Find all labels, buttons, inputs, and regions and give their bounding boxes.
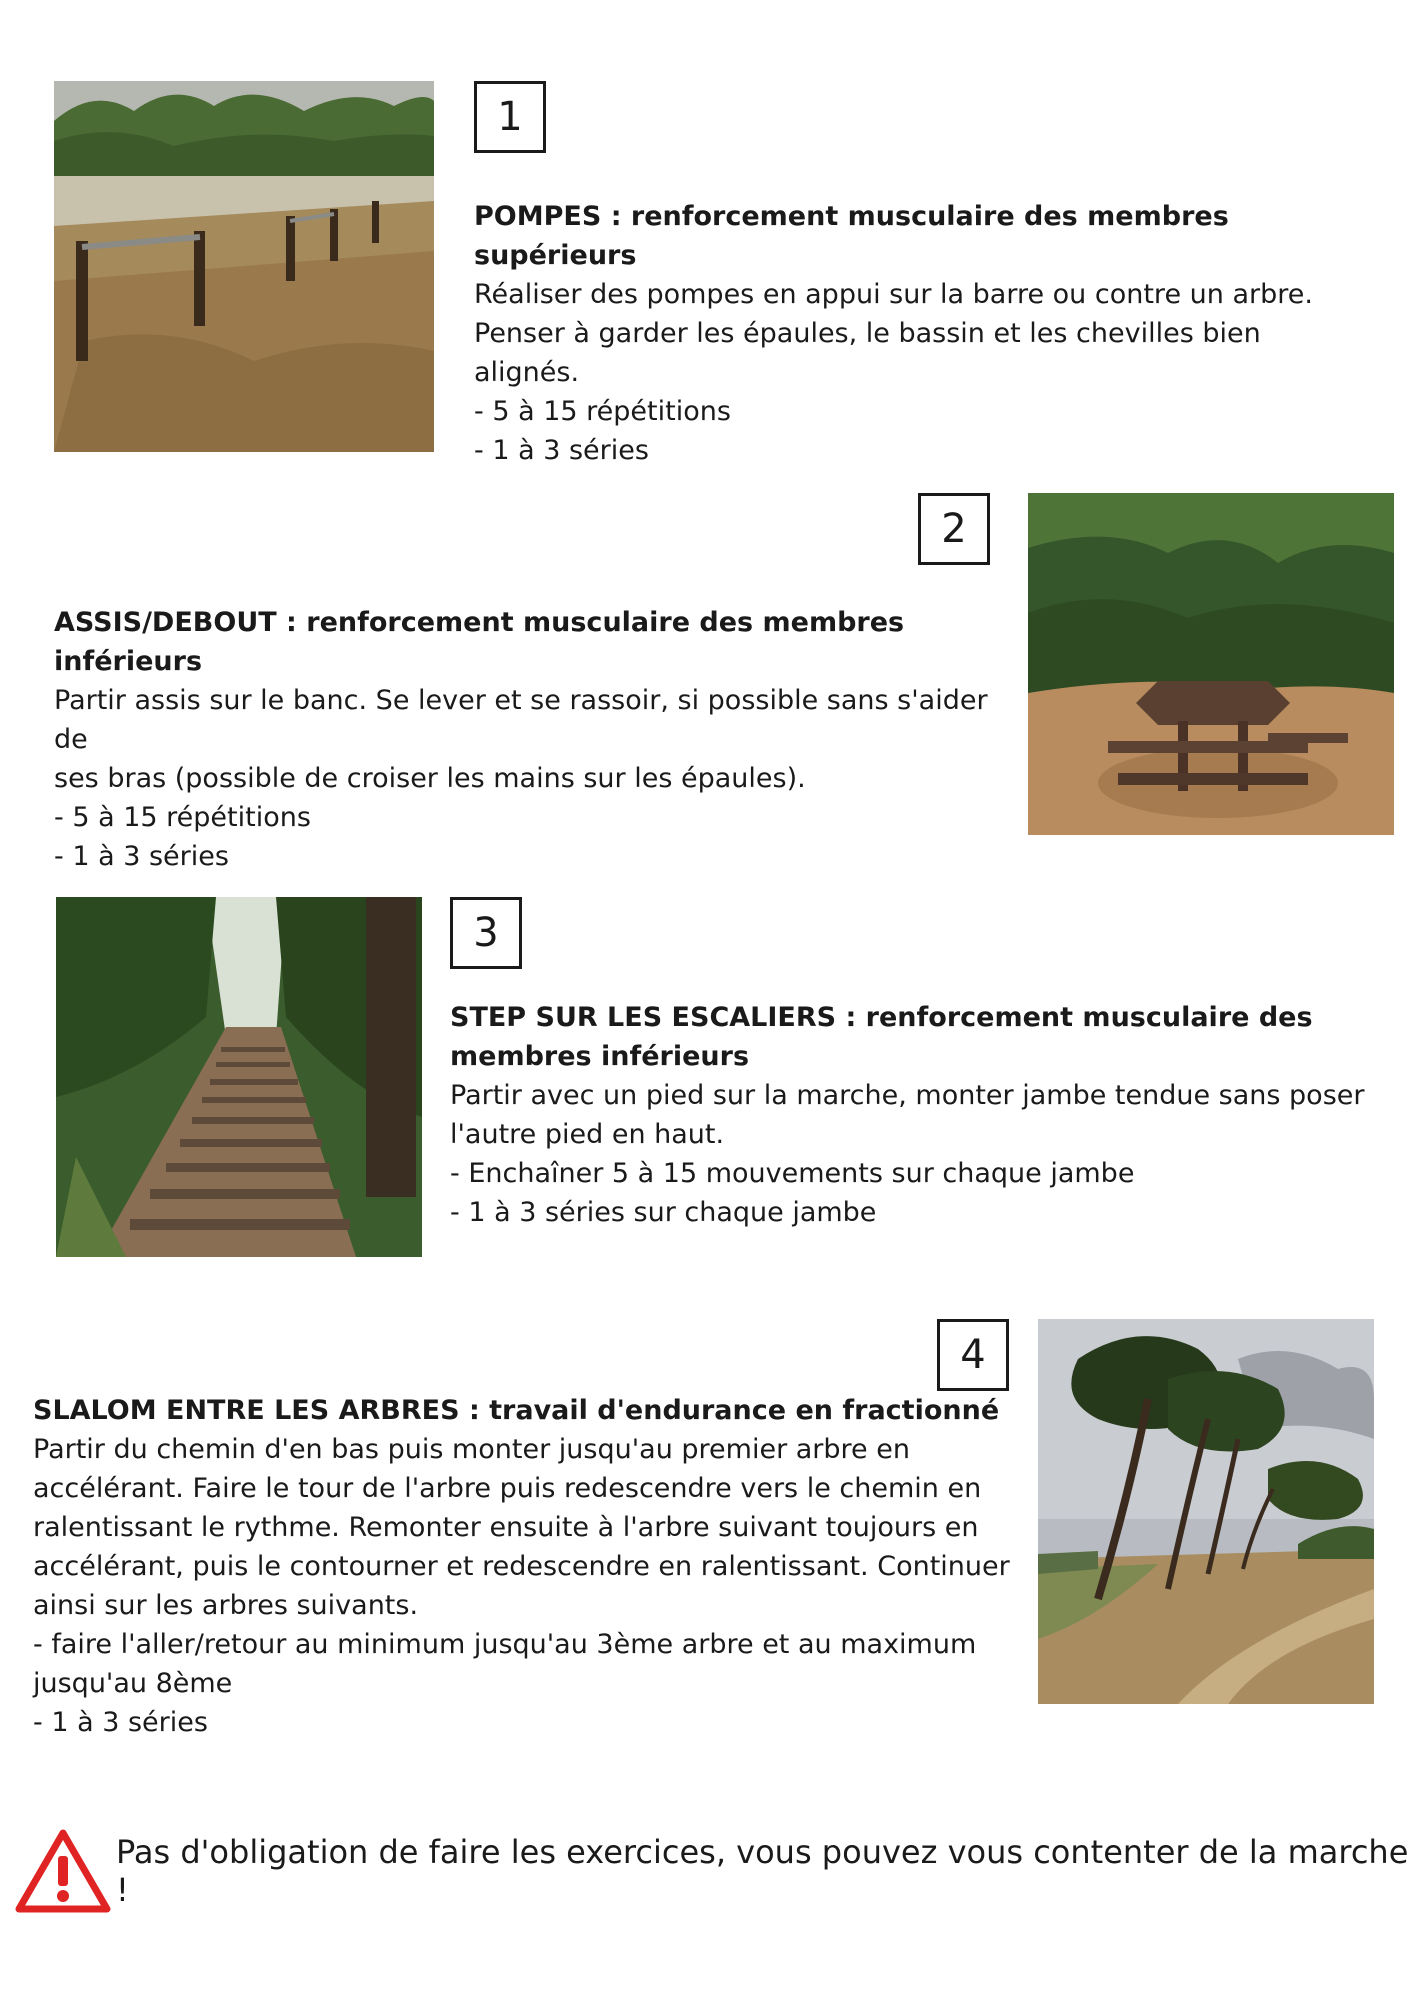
exercise-title: ASSIS/DEBOUT : renforcement musculaire des membres inférieurs	[54, 607, 905, 677]
exercise-title: STEP SUR LES ESCALIERS : renforcement musculaire des	[450, 1002, 1313, 1033]
exercise-line: - 5 à 15 répétitions	[474, 396, 731, 427]
exercise-line: l'autre pied en haut.	[450, 1119, 725, 1150]
exercise-line: accélérant, puis le contourner et redescendre en ralentissant. Continuer	[33, 1551, 1010, 1582]
exercise-title: membres inférieurs	[450, 1041, 750, 1072]
exercise-description	[54, 603, 1014, 876]
exercise-line: ses bras (possible de croiser les mains sur les épaules).	[54, 763, 806, 794]
exercise-number-box: 4	[937, 1319, 1009, 1391]
exercise-title: SLALOM ENTRE LES ARBRES : travail d'endurance en fractionné	[33, 1395, 1000, 1426]
exercise-line: Partir assis sur le banc. Se lever et se rassoir, si possible sans s'aider de	[54, 685, 988, 755]
exercise-line: Penser à garder les épaules, le bassin et les chevilles bien alignés.	[474, 318, 1261, 388]
exercise-description	[474, 197, 1374, 470]
exercise-line: ainsi sur les arbres suivants.	[33, 1590, 419, 1621]
exercise-line: Réaliser des pompes en appui sur la barre ou contre un arbre.	[474, 279, 1313, 310]
exercise-line: Partir du chemin d'en bas puis monter jusqu'au premier arbre en	[33, 1434, 910, 1465]
exercise-title: POMPES : renforcement musculaire des membres supérieurs	[474, 201, 1229, 271]
warning-notice	[14, 1828, 1414, 1914]
warning-text: Pas d'obligation de faire les exercices, vous pouvez vous contenter de la marche !	[116, 1833, 1409, 1909]
photo-picnic-table	[1028, 493, 1394, 835]
exercise-line: - 1 à 3 séries sur chaque jambe	[450, 1197, 877, 1228]
exercise-line: - 1 à 3 séries	[54, 841, 229, 872]
photo-stairs	[56, 897, 422, 1257]
photo-pushup-bars	[54, 81, 434, 452]
exercise-line: jusqu'au 8ème	[33, 1668, 233, 1699]
photo-pine-trees	[1038, 1319, 1374, 1704]
exercise-line: Partir avec un pied sur la marche, monter jambe tendue sans poser	[450, 1080, 1365, 1111]
exercise-line: - Enchaîner 5 à 15 mouvements sur chaque jambe	[450, 1158, 1135, 1189]
exercise-number-box: 2	[918, 493, 990, 565]
exercise-line: - 1 à 3 séries	[474, 435, 649, 466]
exercise-line: ralentissant le rythme. Remonter ensuite à l'arbre suivant toujours en	[33, 1512, 979, 1543]
warning-triangle-icon	[14, 1828, 112, 1914]
exercise-line: - faire l'aller/retour au minimum jusqu'au 3ème arbre et au maximum	[33, 1629, 977, 1660]
exercise-line: - 5 à 15 répétitions	[54, 802, 311, 833]
exercise-line: accélérant. Faire le tour de l'arbre puis redescendre vers le chemin en	[33, 1473, 982, 1504]
exercise-description	[33, 1391, 1013, 1742]
exercise-description	[450, 998, 1370, 1232]
exercise-line: - 1 à 3 séries	[33, 1707, 208, 1738]
exercise-number-box: 3	[450, 897, 522, 969]
exercise-number-box: 1	[474, 81, 546, 153]
